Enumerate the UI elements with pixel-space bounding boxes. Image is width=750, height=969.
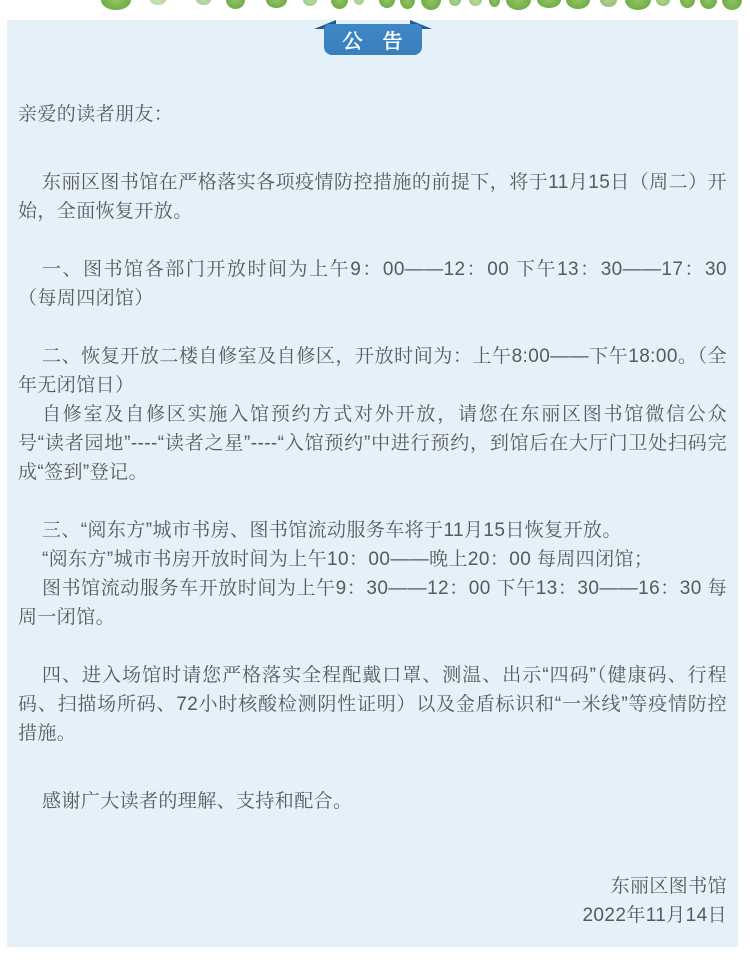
announcement-panel (7, 20, 738, 947)
announcement-ribbon (324, 19, 422, 55)
signature-org: 东丽区图书馆 (610, 876, 727, 897)
paragraph-item-3-mobile-service-hours: 图书馆流动服务车开放时间为上午9：30——12：00 下午13：30——16：30 每周一闭馆。 (18, 578, 727, 628)
signature-date: 2022年11月14日 (582, 905, 727, 926)
signature-block (18, 872, 727, 930)
paragraph-item-1-hours: 一、图书馆各部门开放时间为上午9：00——12：00 下午13：30——17：30（每周四闭馆） (18, 259, 727, 309)
greeting-line: 亲爱的读者朋友： (18, 104, 174, 125)
paragraph-item-4-epidemic-rules: 四、进入场馆时请您严格落实全程配戴口罩、测温、出示“四码”（健康码、行程码、扫描场所码、72小时核酸检测阴性证明）以及金盾标识和“一米线”等疫情防控措施。 (18, 665, 727, 744)
decorative-top-border (0, 0, 750, 13)
paragraph-item-2-study-room: 二、恢复开放二楼自修室及自修区，开放时间为：上午8:00——下午18:00。（全年无闭馆日） (18, 346, 727, 396)
paragraph-item-3-city-study: 三、“阅东方”城市书房、图书馆流动服务车将于11月15日恢复开放。 (42, 520, 622, 541)
paragraph-item-3-city-study-hours: “阅东方”城市书房开放时间为上午10：00——晚上20：00 每周四闭馆； (42, 549, 654, 570)
announcement-body (18, 100, 727, 930)
announcement-title: 公 告 (324, 24, 422, 55)
paragraph-item-2-reservation: 自修室及自修区实施入馆预约方式对外开放，请您在东丽区图书馆微信公众号“读者园地”----“读者之星”----“入馆预约”中进行预约，到馆后在大厅门卫处扫码完成“签到”登记。 (18, 404, 727, 483)
paragraph-reopen-notice: 东丽区图书馆在严格落实各项疫情防控措施的前提下，将于11月15日（周二）开始，全面恢复开放。 (18, 172, 727, 222)
paragraph-thanks: 感谢广大读者的理解、支持和配合。 (42, 791, 353, 812)
